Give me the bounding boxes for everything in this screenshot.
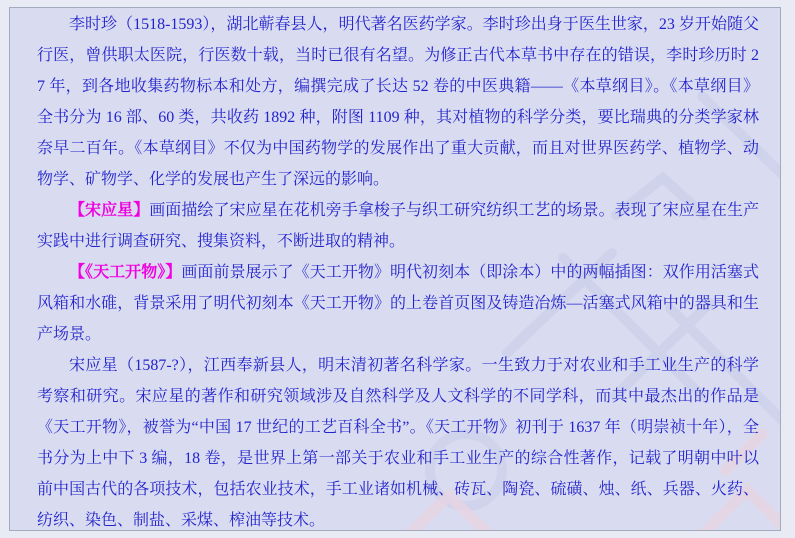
highlight-label-song-yingxing: 【宋应星】 <box>69 202 150 219</box>
page-frame <box>9 7 781 531</box>
paragraph-body: 李时珍（1518-1593），湖北蕲春县人，明代著名医药学家。李时珍出身于医生世家，23 岁开始随父行医，曾供职太医院，行医数十载，当时已很有名望。为修正古代本草书中存在的错误，李时珍历时 27 年，到各地收集药物标本和处方，编撰完成了长达 52 卷的中医典籍——《本草纲目》。《本草纲目》全书分为 16 部、60 类，共收药 1892 种，附图 1109 种，其对植物的科学分类，要比瑞典的分类学家林奈早二百年。《本草纲目》不仅为中国药物学的发展作出了重大贡献，而且对世界医药学、植物学、动物学、矿物学、化学的发展也产生了深远的影响。 <box>37 16 759 188</box>
paragraph-body: 画面描绘了宋应星在花机旁手拿梭子与织工研究纺织工艺的场景。表现了宋应星在生产实践中进行调查研究、搜集资料，不断进取的精神。 <box>37 202 759 250</box>
paragraph-song-yingxing-bio <box>37 350 759 531</box>
paragraph-body: 画面前景展示了《天工开物》明代初刻本（即涂本）中的两幅插图：双作用活塞式风箱和水碓，背景采用了明代初刻本《天工开物》的上卷首页图及铸造冶炼—活塞式风箱中的器具和生产场景。 <box>37 264 759 343</box>
highlight-label-tiangong-kaiwu: 【《天工开物》】 <box>69 264 182 281</box>
paragraph-song-yingxing-caption <box>37 195 759 257</box>
paragraph-tiangong-kaiwu-caption <box>37 257 759 350</box>
document-text <box>10 8 780 531</box>
paragraph-body: 宋应星（1587-?），江西奉新县人，明末清初著名科学家。一生致力于对农业和手工业生产的科学考察和研究。宋应星的著作和研究领域涉及自然科学及人文科学的不同学科，而其中最杰出的作品是《天工开物》，被誉为“中国 17 世纪的工艺百科全书”。《天工开物》初刊于 1637 年（明崇祯十年），全书分为上中下 3 编，18 卷，是世界上第一部关于农业和手工业生产的综合性著作，记载了明朝中叶以前中国古代的各项技术，包括农业技术，手工业诸如机械、砖瓦、陶瓷、硫磺、烛、纸、兵器、火药、纺织、染色、制盐、采煤、榨油等技术。 <box>37 357 759 529</box>
paragraph-li-shizhen <box>37 9 759 195</box>
